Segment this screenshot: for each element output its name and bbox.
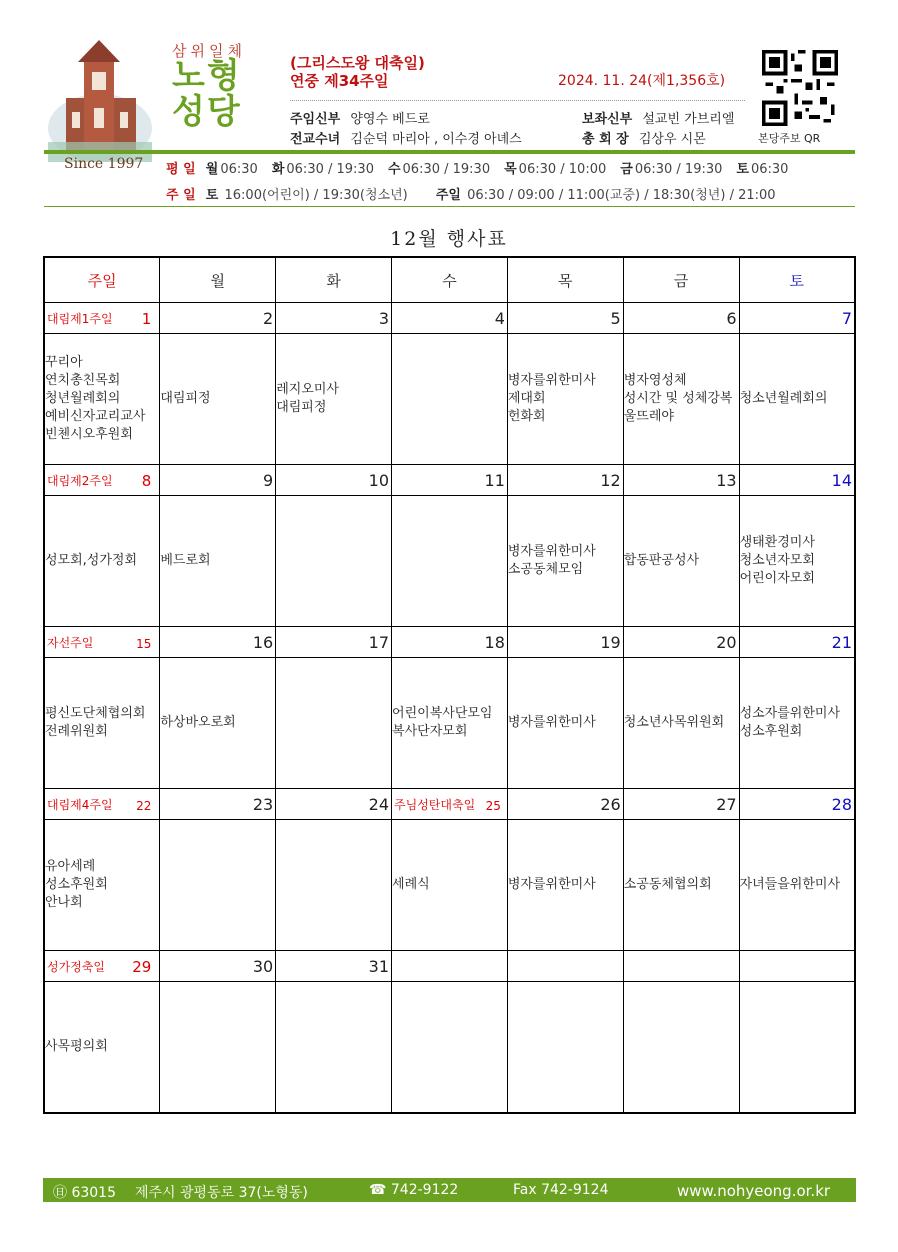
saturday-vigil-label: 토 [205,188,219,203]
president-line [582,128,706,147]
event-cell: 하상바오로회 [160,658,276,789]
date-number: 7 [841,308,852,328]
weekday-header: 화 [276,257,392,303]
event-cell: 청소년월례회의 [739,334,855,465]
pastor-line [290,108,430,127]
president-label: 총 회 장 [582,132,629,147]
calendar-title: 12월 행사표 [390,228,508,250]
weekday-day-label: 화 [271,162,285,177]
date-number: 4 [494,308,505,328]
sunday-times: 06:30 / 09:00 / 11:00(교중) / 18:30(청년) / 21:00 [467,188,776,203]
date-number: 14 [831,470,852,490]
event-cell: 꾸리아 연치총친목회 청년월례회의 예비신자교리교사 빈첸시오후원회 [44,334,160,465]
assistant-label: 보좌신부 [582,112,633,127]
date-number: 21 [831,632,852,652]
event-cell [276,658,392,789]
weekday-mass-schedule [166,158,788,177]
date-cell [392,465,508,496]
saturday-vigil-times: 16:00(어린이) / 19:30(청소년) [224,188,408,203]
date-row [44,951,855,982]
bulletin-date: 2024. 11. 24(제1,356호) [558,73,726,89]
event-cell: 합동판공성사 [623,496,739,627]
weekday-header: 월 [160,257,276,303]
event-cell: 레지오미사 대림피정 [276,334,392,465]
weekday-times: 06:30 [220,162,258,177]
feast-name: 자선주일 [47,635,94,650]
event-cell: 어린이복사단모임 복사단자모회 [392,658,508,789]
event-cell: 베드로회 [160,496,276,627]
date-cell [623,951,739,982]
qr-label: 본당주보 QR [758,132,821,145]
event-cell: 대림피정 [160,334,276,465]
trinity-caption: 삼위일체 [172,42,246,60]
date-cell [160,303,276,334]
event-cell: 청소년사목위원회 [623,658,739,789]
event-cell [160,820,276,951]
event-cell [160,982,276,1114]
date-number: 27 [716,794,737,814]
date-cell [44,465,160,496]
date-cell [160,465,276,496]
postcode: ㊐ 63015 [53,1185,116,1201]
event-row [44,982,855,1114]
parish-name: 노형성당 [172,56,242,132]
date-cell [276,627,392,658]
date-cell [392,303,508,334]
date-cell [507,951,623,982]
weekday-day-label: 수 [387,162,401,177]
event-cell [276,982,392,1114]
event-cell [623,982,739,1114]
date-cell [623,627,739,658]
event-cell: 평신도단체협의회 전례위원회 [44,658,160,789]
event-row [44,820,855,951]
event-calendar [43,256,856,1114]
date-cell [623,303,739,334]
weekday-day-label: 월 [205,162,219,177]
date-cell [507,789,623,820]
event-cell: 병자를위한미사 [507,658,623,789]
date-number: 31 [368,956,390,976]
event-cell: 병자를위한미사 [507,820,623,951]
date-number: 26 [600,794,621,814]
date-cell [160,951,276,982]
date-row [44,303,855,334]
date-number: 9 [263,470,274,490]
weekday-header: 목 [507,257,623,303]
feast-name: 대림제2주일 [47,473,113,488]
date-number: 20 [716,632,737,652]
feast-title: (그리스도왕 대축일) [290,54,425,72]
date-cell [160,789,276,820]
sister-names: 김순덕 마리아 , 이수경 아녜스 [350,132,522,147]
date-cell [276,303,392,334]
date-number: 25 [485,798,501,813]
weekday-header: 수 [392,257,508,303]
feast-name: 성가정축일 [47,959,105,974]
date-row [44,789,855,820]
date-number: 17 [368,632,390,652]
event-cell [392,496,508,627]
event-cell: 병자영성체 성시간 및 성체강복 울뜨레야 [623,334,739,465]
date-number: 24 [368,794,390,814]
weekday-times: 06:30 [750,162,789,177]
date-cell [739,789,855,820]
website-link[interactable]: www.nohyeong.or.kr [677,1182,831,1200]
phone: ☎ 742-9122 [369,1182,459,1198]
date-number: 15 [136,636,152,651]
date-cell [623,465,739,496]
date-number: 22 [136,798,152,813]
event-cell [392,334,508,465]
sunday-label: 주 일 [166,188,196,203]
assistant-line [582,108,734,127]
since-year: Since 1997 [64,156,144,172]
event-cell [507,982,623,1114]
date-cell [392,789,508,820]
date-row [44,465,855,496]
date-number: 13 [716,470,737,490]
date-number: 12 [600,470,621,490]
event-cell: 병자를위한미사 제대회 헌화회 [507,334,623,465]
date-number: 2 [263,308,274,328]
date-number: 3 [378,308,390,328]
date-cell [392,627,508,658]
weekday-header: 금 [623,257,739,303]
fax: Fax 742-9124 [513,1182,609,1198]
date-number: 11 [484,470,505,490]
sister-label: 전교수녀 [290,132,341,147]
weekday-times: 06:30 / 19:30 [402,162,491,177]
event-cell [276,496,392,627]
footer-bar [43,1178,856,1202]
assistant-name: 설교빈 가브리엘 [642,112,735,127]
date-cell [507,465,623,496]
weekday-times: 06:30 / 19:30 [634,162,723,177]
date-cell [739,465,855,496]
date-number: 18 [484,632,505,652]
weekday-day-label: 금 [620,162,633,177]
event-cell: 유아세례 성소후원회 안나회 [44,820,160,951]
date-cell [276,951,392,982]
date-number: 19 [600,632,621,652]
event-cell: 사목평의회 [44,982,160,1114]
event-row [44,496,855,627]
event-cell: 소공동체협의회 [623,820,739,951]
weekday-header: 토 [739,257,855,303]
qr-code[interactable] [762,50,838,126]
event-cell [392,982,508,1114]
liturgical-week: 연중 제34주일 [290,72,389,90]
date-cell [739,303,855,334]
date-cell [44,789,160,820]
date-cell [44,303,160,334]
feast-name: 주님성탄대축일 [394,797,476,812]
date-number: 29 [132,957,152,976]
event-cell: 자녀들을위한미사 [739,820,855,951]
president-name: 김상우 시몬 [638,132,706,147]
address: 제주시 광평동로 37(노형동) [135,1185,308,1201]
date-number: 28 [831,794,852,814]
date-cell [392,951,508,982]
date-cell [507,303,623,334]
event-row [44,658,855,789]
weekday-times: 06:30 / 10:00 [518,162,607,177]
date-number: 16 [252,632,274,652]
header-green-rule [44,150,855,154]
date-cell [623,789,739,820]
date-row [44,627,855,658]
pastor-label: 주임신부 [290,112,341,127]
event-cell [739,982,855,1114]
date-cell [276,465,392,496]
event-cell: 세례식 [392,820,508,951]
weekday-times: 06:30 / 19:30 [286,162,374,177]
feast-name: 대림제1주일 [47,311,113,326]
event-cell: 병자를위한미사 소공동체모임 [507,496,623,627]
date-cell [44,627,160,658]
pastor-name: 양영수 베드로 [350,112,430,127]
date-number: 30 [252,956,274,976]
date-cell [739,951,855,982]
date-number: 6 [726,308,737,328]
weekday-day-label: 목 [504,162,517,177]
event-cell: 생태환경미사 청소년자모회 어린이자모회 [739,496,855,627]
weekday-header: 주일 [44,257,160,303]
sunday-mass-schedule [166,184,776,203]
weekday-label: 평 일 [166,162,196,177]
feast-name: 대림제4주일 [47,797,113,812]
event-row [44,334,855,465]
schedule-rule [44,206,855,207]
date-number: 23 [252,794,274,814]
header-divider [290,100,745,101]
date-number: 10 [368,470,390,490]
date-cell [739,627,855,658]
sister-line [290,128,522,147]
event-cell: 성모회,성가정회 [44,496,160,627]
church-illustration [48,38,152,162]
date-cell [507,627,623,658]
date-cell [44,951,160,982]
date-cell [160,627,276,658]
sunday-day-label: 주일 [435,188,461,203]
date-number: 5 [610,308,621,328]
weekday-header-row [44,257,855,303]
date-number: 1 [141,309,152,328]
event-cell: 성소자를위한미사 성소후원회 [739,658,855,789]
date-cell [276,789,392,820]
event-cell [276,820,392,951]
weekday-day-label: 토 [736,162,749,177]
date-number: 8 [141,471,152,490]
